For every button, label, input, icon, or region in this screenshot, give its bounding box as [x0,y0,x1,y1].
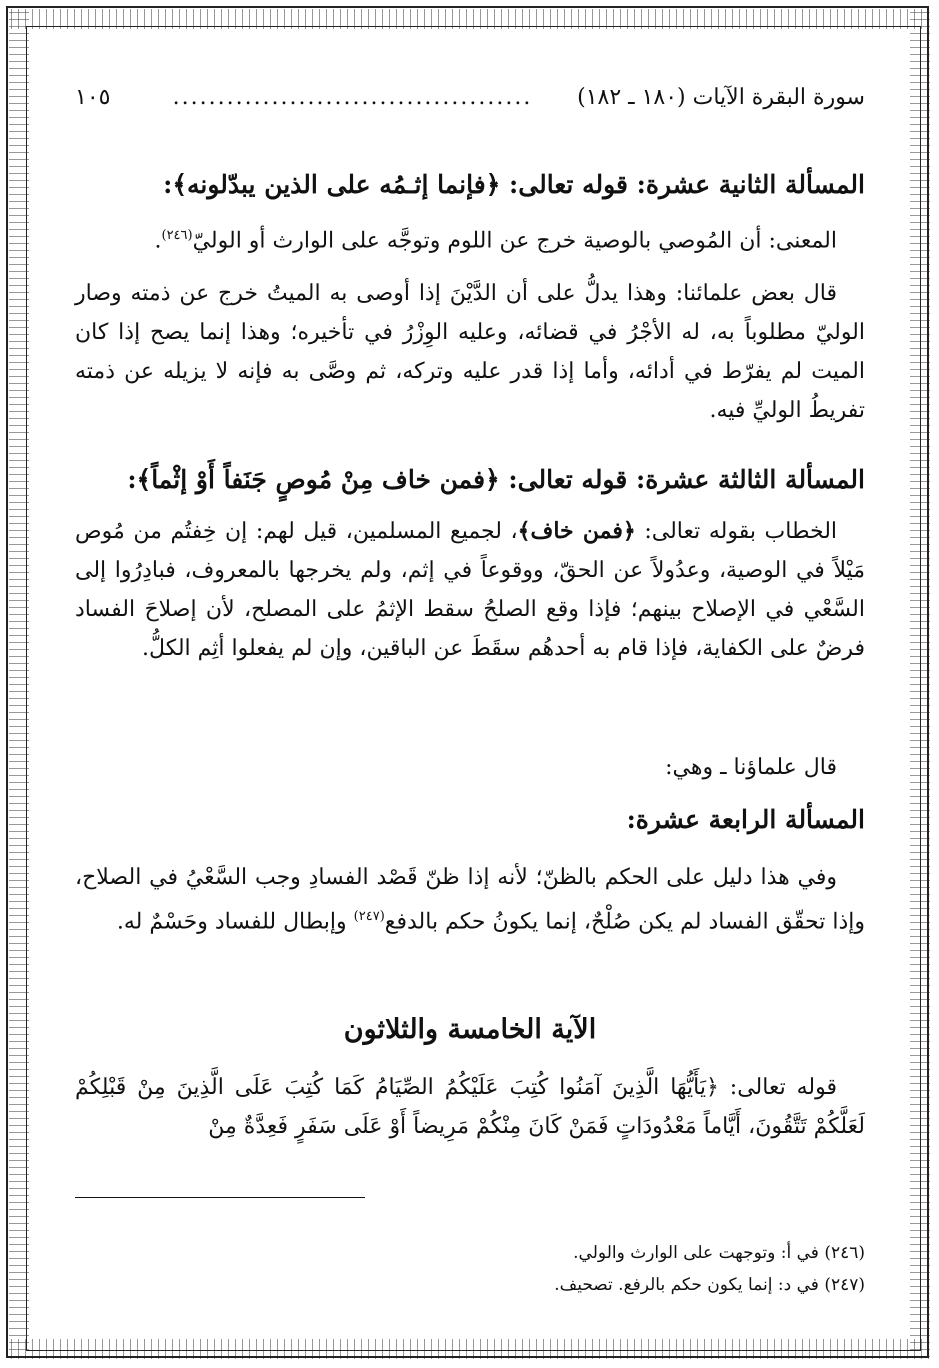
section-14-heading: المسألة الرابعة عشرة: [626,805,865,834]
s13-p1-start: الخطاب بقوله تعالى: [644,519,838,544]
s12-p1-end: . [154,228,162,254]
section-13-paragraph-2: قال علماؤنا ـ وهي: [665,755,837,780]
s13-p1-rest: ، لجميع المسلمين، قيل لهم: إن خِفتُم من مُوص مَيْلاً في الوصية، وعدُولاً عن الحقّ، ووقوعاً في إثم، ولم يخرجها بالمعروف، فبادِرُوا إلى السَّعْي في الإصلاح بينهم؛ فإذا وقع الصلحُ سقط الإثمُ على المصلح، لأن إصلاحَ الفساد فرضٌ على الكفاية، فإذا قام به أحدهُم سقَطَ عن الباقين، وإن لم يفعلوا أثِم الكلُّ. [75,519,865,661]
page-number: ١٠٥ [75,85,111,110]
s13-p1-quote: ﴿فمن خاف﴾ [517,518,636,544]
s14-p1-end: وإبطال للفساد وحَسْمٌ له. [116,909,347,935]
footnote-ref-247[interactable]: (٢٤٧) [353,909,385,924]
s14-p1-text: وفي هذا دليل على الحكم بالظنّ؛ لأنه إذا ظنّ قَصْد الفسادِ وجب السَّعْيُ في الصلاح، وإذا تحقّق الفساد لم يكن صُلْحٌ، إنما يكونُ حكم بالدفع [75,865,865,935]
header-dots: ........................................ [172,85,533,110]
section-14-paragraph-1 [75,858,865,941]
footnote-247 [75,1270,865,1300]
section-12-paragraph-1 [75,216,865,260]
footnote-text: في أ: وتوجهت على الوارث والولي. [573,1243,819,1263]
verse-paragraph: قوله تعالى: ﴿يَأَيُّهَا الَّذِينَ آمَنُوا كُتِبَ عَلَيْكُمُ الصِّيَامُ كَمَا كُتِبَ عَلَى الَّذِينَ مِنْ قَبْلِكُمْ لَعَلَّكُمْ تَتَّقُونَ، أَيَّاماً مَعْدُودَاتٍ فَمَنْ كَانَ مِنْكُمْ مَرِيضاً أَوْ عَلَى سَفَرٍ فَعِدَّةٌ مِنْ [75,1075,865,1139]
footnote-number: (٢٤٧) [824,1275,865,1295]
section-12-heading: المسألة الثانية عشرة: قوله تعالى: ﴿فإنما إثـمُه على الذين يبدّلونه﴾: [163,170,865,199]
section-13-heading: المسألة الثالثة عشرة: قوله تعالى: ﴿فمن خاف مِنْ مُوصٍ جَنَفاً أَوْ إثْماً﴾: [127,465,865,494]
section-13-paragraph-1 [75,512,865,668]
footnote-ref-246[interactable]: (٢٤٦) [161,228,193,243]
footnote-number: (٢٤٦) [824,1243,865,1263]
header-title: سورة البقرة الآيات (١٨٠ ـ ١٨٢) [577,85,865,110]
running-header [75,78,865,118]
footnote-rule [75,1197,365,1198]
verse-title: الآية الخامسة والثلاثون [343,1014,597,1045]
footnote-246 [75,1238,865,1268]
section-12-paragraph-2: قال بعض علمائنا: وهذا يدلُّ على أن الدَّيْنَ إذا أوصى به الميتُ خرج عن ذمته وصار الوليّ مطلوباً به، له الأجْرُ في قضائه، وعليه الوِزْرُ في تأخيره؛ وهذا إنما يصح إذا كان الميت لم يفرّط في أدائه، وأما إذا قدر عليه وتركه، ثم وصَّى به فإنه لا يزيله عن ذمته تفريطُ الوليِّ فيه. [75,281,865,423]
footnote-text: في د: إنما يكون حكم بالرفع. تصحيف. [554,1275,819,1295]
s12-p1-text: المعنى: أن المُوصي بالوصية خرج عن اللوم وتوجَّه على الوارث أو الوليّ [192,228,837,254]
